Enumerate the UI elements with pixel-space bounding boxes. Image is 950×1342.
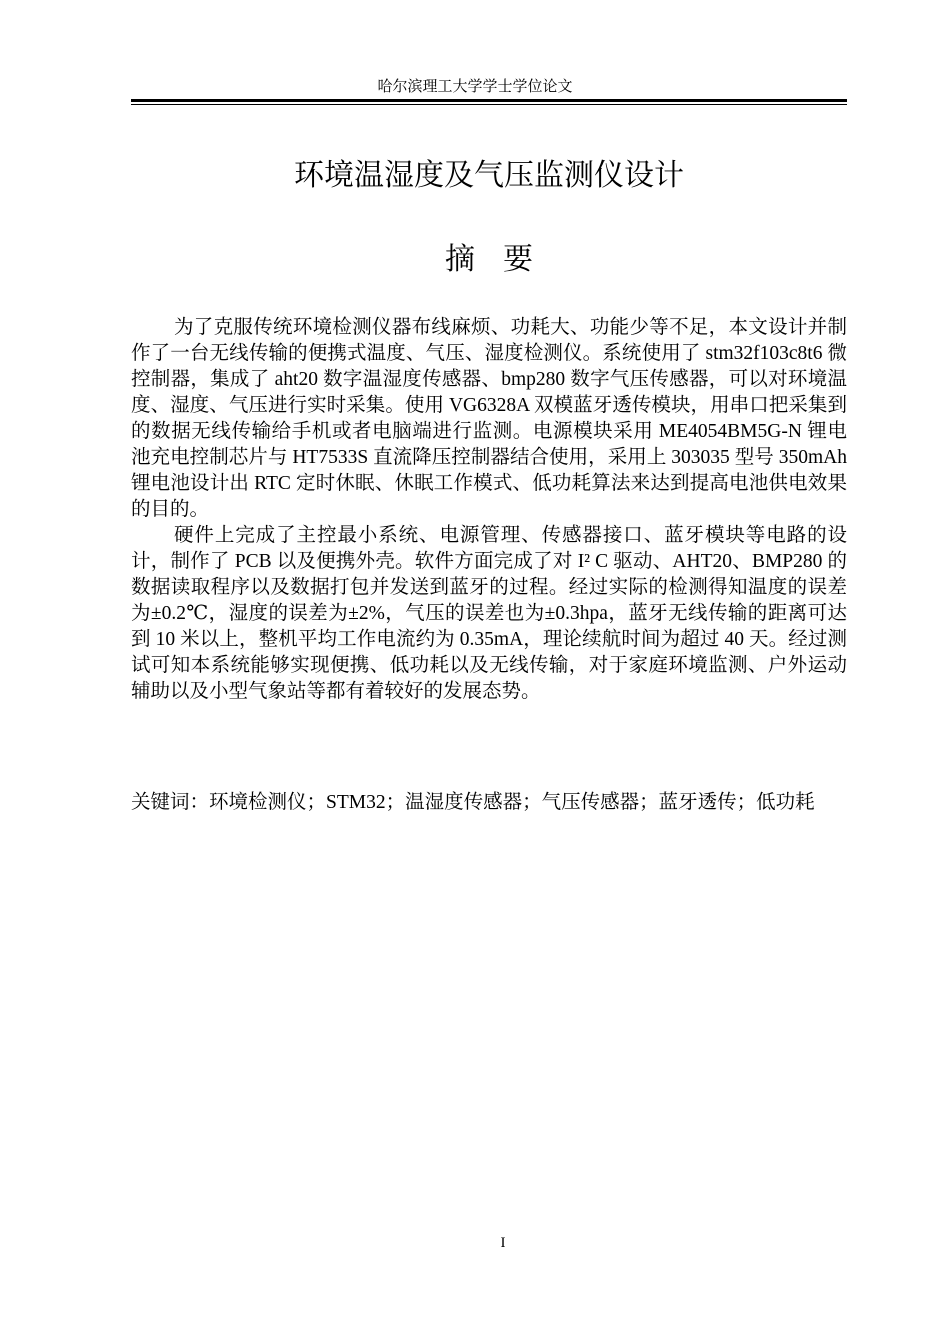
keywords-label: 关键词： (131, 790, 210, 813)
abstract-paragraph-2: 硬件上完成了主控最小系统、电源管理、传感器接口、蓝牙模块等电路的设计，制作了 PCB 以及便携外壳。软件方面完成了对 I² C 驱动、AHT20、BMP280 的数据读取程序以及数据打包并发送到蓝牙的过程。经过实际的检测得知温度的误差为±0.2℃，湿度的误差为±2%，气压的误差也为±0.3hpa，蓝牙无线传输的距离可达到 10 米以上，整机平均工作电流约为 0.35mA，理论续航时间为超过 40 天。经过测试可知本系统能够实现便携、低功耗以及无线传输，对于家庭环境监测、户外运动辅助以及小型气象站等都有着较好的发展态势。 (131, 525, 847, 702)
header-rule-thick (131, 99, 847, 102)
keywords-text: 环境检测仪；STM32；温湿度传感器；气压传感器；蓝牙透传；低功耗 (209, 792, 815, 813)
keywords (131, 788, 847, 816)
abstract-body (131, 315, 847, 705)
document-title: 环境温湿度及气压监测仪设计 (294, 158, 684, 193)
abstract-heading: 摘要 (445, 242, 561, 277)
header-rule-thin (131, 104, 847, 105)
abstract-paragraph-1: 为了克服传统环境检测仪器布线麻烦、功耗大、功能少等不足，本文设计并制作了一台无线传输的便携式温度、气压、湿度检测仪。系统使用了 stm32f103c8t6 微控制器，集成了 aht20 数字温湿度传感器、bmp280 数字气压传感器，可以对环境温度、湿度、气压进行实时采集。使用 VG6328A 双模蓝牙透传模块，用串口把采集到的数据无线传输给手机或者电脑端进行监测。电源模块采用 ME4054BM5G-N 锂电池充电控制芯片与 HT7533S 直流降压控制器结合使用，采用上 303035 型号 350mAh 锂电池设计出 RTC 定时休眠、休眠工作模式、低功耗算法来达到提高电池供电效果的目的。 (131, 317, 847, 520)
running-header: 哈尔滨理工大学学士学位论文 (377, 77, 573, 95)
page-number: I (500, 1235, 506, 1251)
